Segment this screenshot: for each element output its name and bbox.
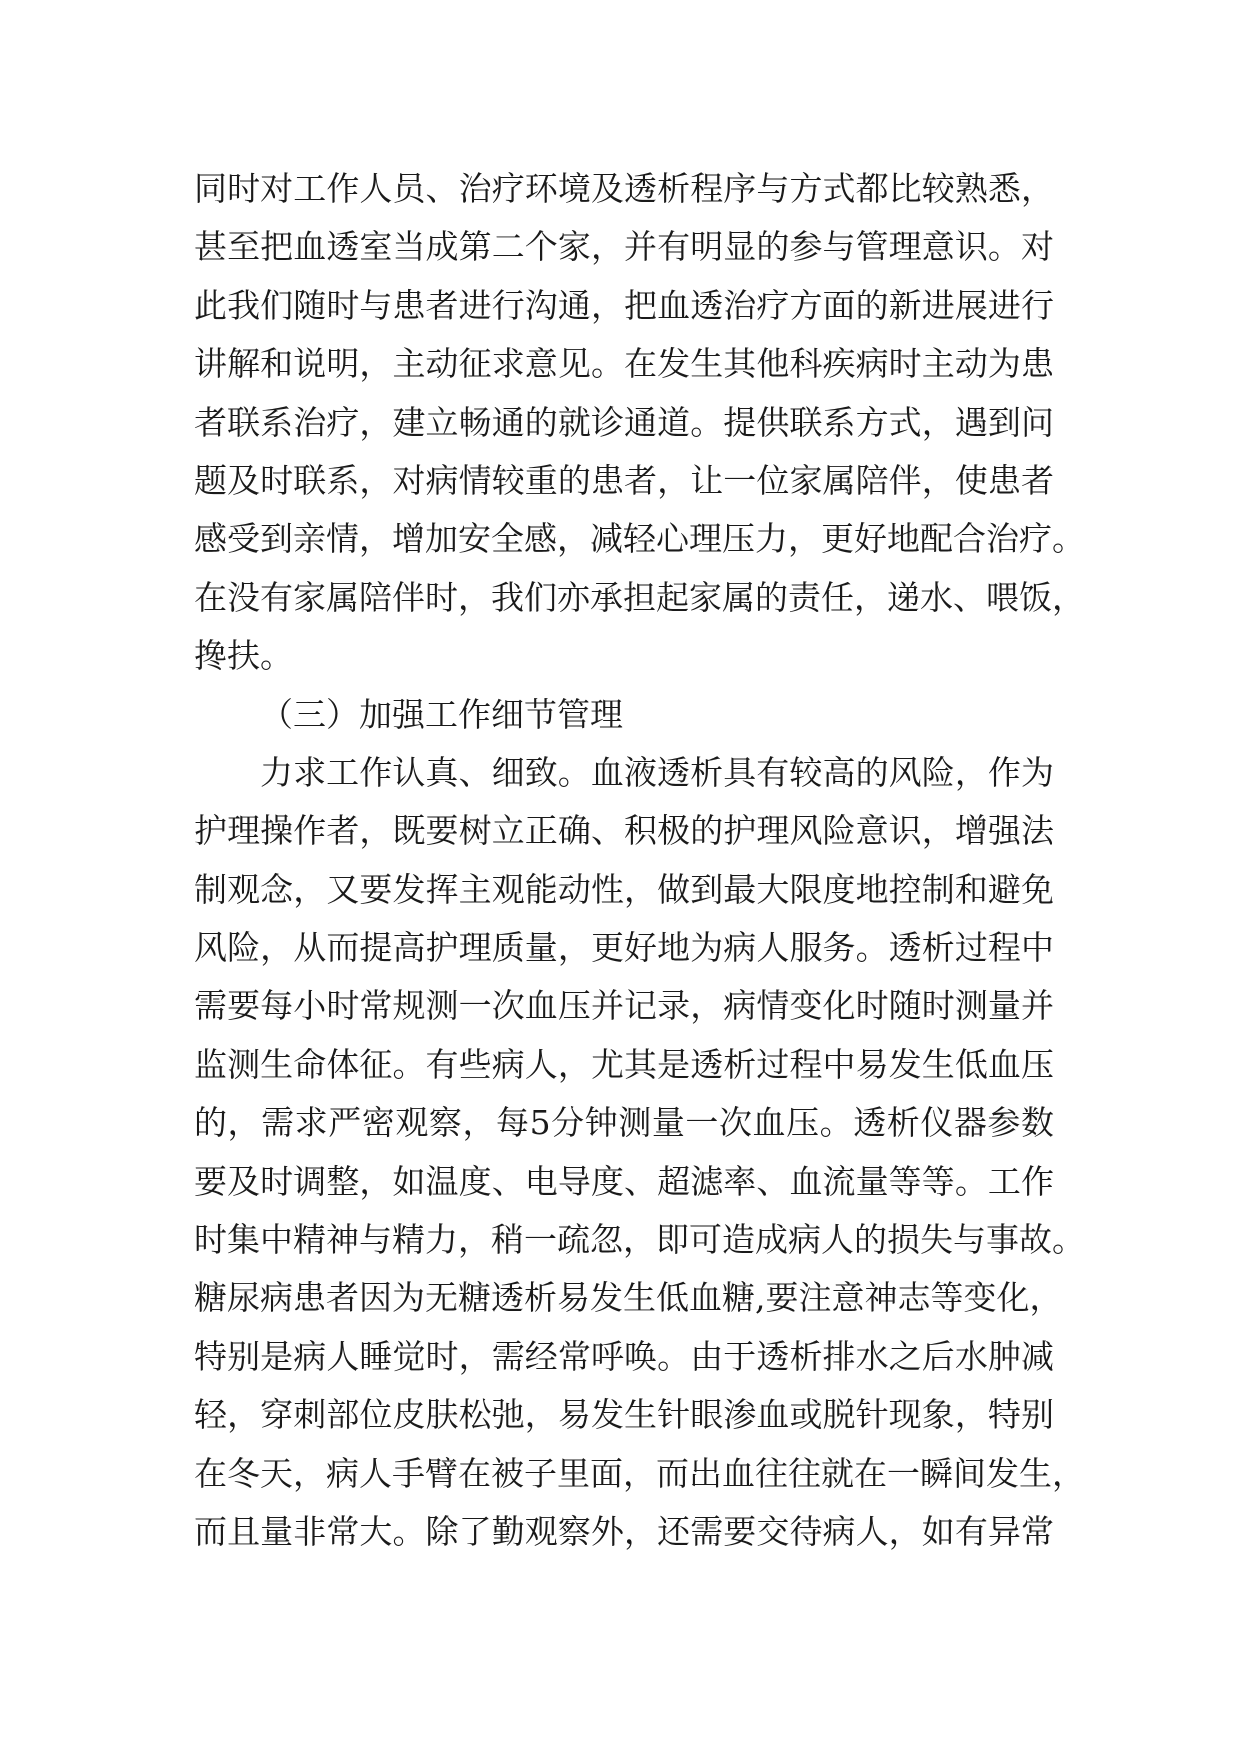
text-line-20: 糖尿病患者因为无糖透析易发生低血糖,要注意神志等变化， bbox=[194, 1278, 1063, 1318]
section-heading: （三）加强工作细节管理 bbox=[260, 694, 623, 734]
text-line-13: 制观念，又要发挥主观能动性，做到最大限度地控制和避免 bbox=[194, 869, 1054, 909]
text-line-23: 在冬天，病人手臂在被子里面，而出血往往就在一瞬间发生， bbox=[194, 1453, 1085, 1493]
text-line-4: 讲解和说明，主动征求意见。在发生其他科疾病时主动为患 bbox=[194, 344, 1054, 384]
text-line-3: 此我们随时与患者进行沟通，把血透治疗方面的新进展进行 bbox=[194, 285, 1054, 325]
text-line-8: 在没有家属陪伴时，我们亦承担起家属的责任，递水、喂饭， bbox=[194, 577, 1085, 617]
text-line-15: 需要每小时常规测一次血压并记录，病情变化时随时测量并 bbox=[194, 986, 1054, 1026]
text-line-12: 护理操作者，既要树立正确、积极的护理风险意识，增强法 bbox=[194, 811, 1054, 851]
text-line-1: 同时对工作人员、治疗环境及透析程序与方式都比较熟悉， bbox=[194, 169, 1054, 208]
text-line-7: 感受到亲情，增加安全感，减轻心理压力，更好地配合治疗。 bbox=[194, 519, 1085, 559]
document-body bbox=[194, 160, 1085, 1561]
text-line-2: 甚至把血透室当成第二个家，并有明显的参与管理意识。对 bbox=[194, 227, 1054, 267]
text-line-17: 的，需求严密观察，每5分钟测量一次血压。透析仪器参数 bbox=[194, 1103, 1054, 1143]
paragraph-first-line: 力求工作认真、细致。血液透析具有较高的风险，作为 bbox=[260, 752, 1054, 792]
text-line-19: 时集中精神与精力，稍一疏忽，即可造成病人的损失与事故。 bbox=[194, 1220, 1085, 1260]
text-line-5: 者联系治疗，建立畅通的就诊通道。提供联系方式，遇到问 bbox=[194, 402, 1054, 442]
text-line-24: 而且量非常大。除了勤观察外，还需要交待病人，如有异常 bbox=[194, 1511, 1054, 1551]
text-line-21: 特别是病人睡觉时，需经常呼唤。由于透析排水之后水肿减 bbox=[194, 1336, 1054, 1376]
text-line-9: 搀扶。 bbox=[194, 636, 293, 676]
text-line-14: 风险，从而提高护理质量，更好地为病人服务。透析过程中 bbox=[194, 928, 1054, 968]
text-line-6: 题及时联系，对病情较重的患者，让一位家属陪伴，使患者 bbox=[194, 460, 1054, 500]
text-line-18: 要及时调整，如温度、电导度、超滤率、血流量等等。工作 bbox=[194, 1161, 1054, 1201]
text-line-22: 轻，穿刺部位皮肤松弛，易发生针眼渗血或脱针现象，特别 bbox=[194, 1395, 1054, 1435]
text-line-16: 监测生命体征。有些病人，尤其是透析过程中易发生低血压 bbox=[194, 1044, 1054, 1084]
